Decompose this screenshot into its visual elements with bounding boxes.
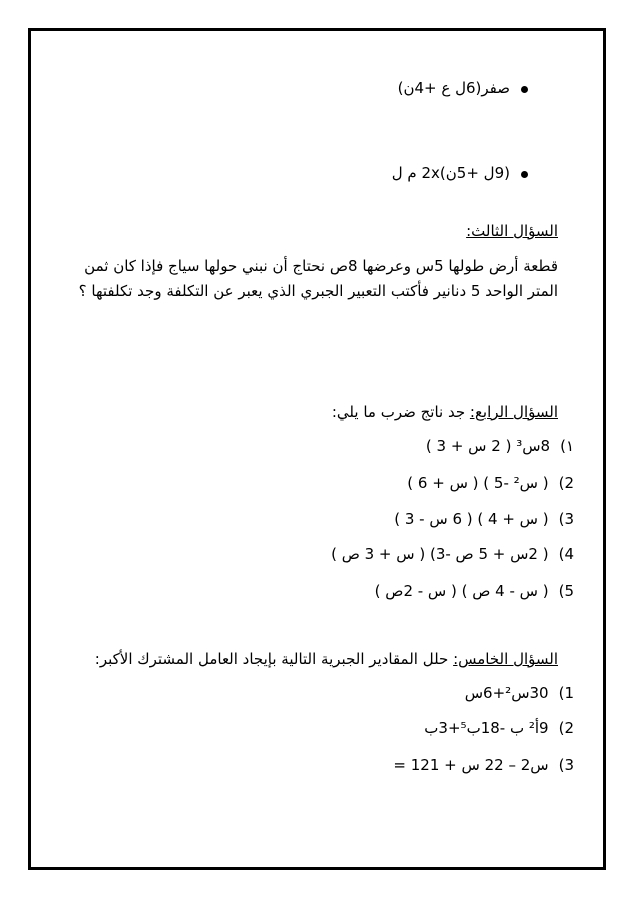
q5-item-expression: 30س²+6س (464, 684, 549, 702)
question-4-title: السؤال الرابع: (469, 403, 558, 421)
q5-item-number: 2) (558, 719, 574, 737)
q4-item-4 (331, 545, 574, 563)
q4-item-3 (394, 510, 574, 528)
q5-item-expression: 9أ² ب -18ب⁵+3ب (424, 719, 549, 737)
q4-item-number: ١) (560, 437, 574, 455)
q4-item-expression: ( 2س + 5 ص -3) ( س + 3 ص ) (331, 545, 549, 563)
question-4-header (332, 403, 558, 421)
q4-item-2 (407, 474, 574, 492)
bullet-marker-1 (521, 86, 528, 93)
question-3-title: السؤال الثالث: (466, 222, 558, 240)
q4-item-5 (375, 582, 574, 600)
bullet-marker-2 (521, 171, 528, 178)
q5-item-number: 3) (558, 756, 574, 774)
question-5-title: السؤال الخامس: (453, 650, 558, 668)
question-3-line-2: المتر الواحد 5 دنانير فأكتب التعبير الجبري الذي يعبر عن التكلفة وجد تكلفتها ؟ (78, 282, 558, 300)
q4-item-number: 5) (558, 582, 574, 600)
q5-item-2 (424, 719, 574, 737)
q4-item-number: 3) (558, 510, 574, 528)
q4-item-expression: ( س - 4 ص ) ( س - 2ص ) (374, 582, 549, 600)
q4-item-expression: ( س² -5 ) ( س + 6 ) (407, 474, 549, 492)
q4-item-expression: 8س³ ( 2 س + 3 ) (425, 437, 551, 455)
bullet-expression-1: صفر(6ل ع +4ن) (397, 79, 510, 97)
question-5-header (95, 650, 558, 668)
q5-item-3 (393, 756, 574, 774)
q4-item-expression: ( س + 4 ) ( 6 س - 3 ) (394, 510, 549, 528)
q4-item-number: 2) (558, 474, 574, 492)
q5-item-expression: س2 – 22 س + 121 = (393, 756, 549, 774)
question-3-line-1: قطعة أرض طولها 5س وعرضها 8ص نحتاج أن نبني حولها سياج فإذا كان ثمن (84, 257, 558, 275)
bullet-expression-2: (9ل +5ن)2x م ل (391, 164, 510, 182)
q4-item-number: 4) (558, 545, 574, 563)
question-5-instruction: حلل المقادير الجبرية التالية بإيجاد العامل المشترك الأكبر: (94, 650, 454, 668)
q4-item-1 (426, 437, 574, 455)
q5-item-1 (465, 684, 574, 702)
q5-item-number: 1) (558, 684, 574, 702)
question-4-instruction: جد ناتج ضرب ما يلي: (331, 403, 470, 421)
